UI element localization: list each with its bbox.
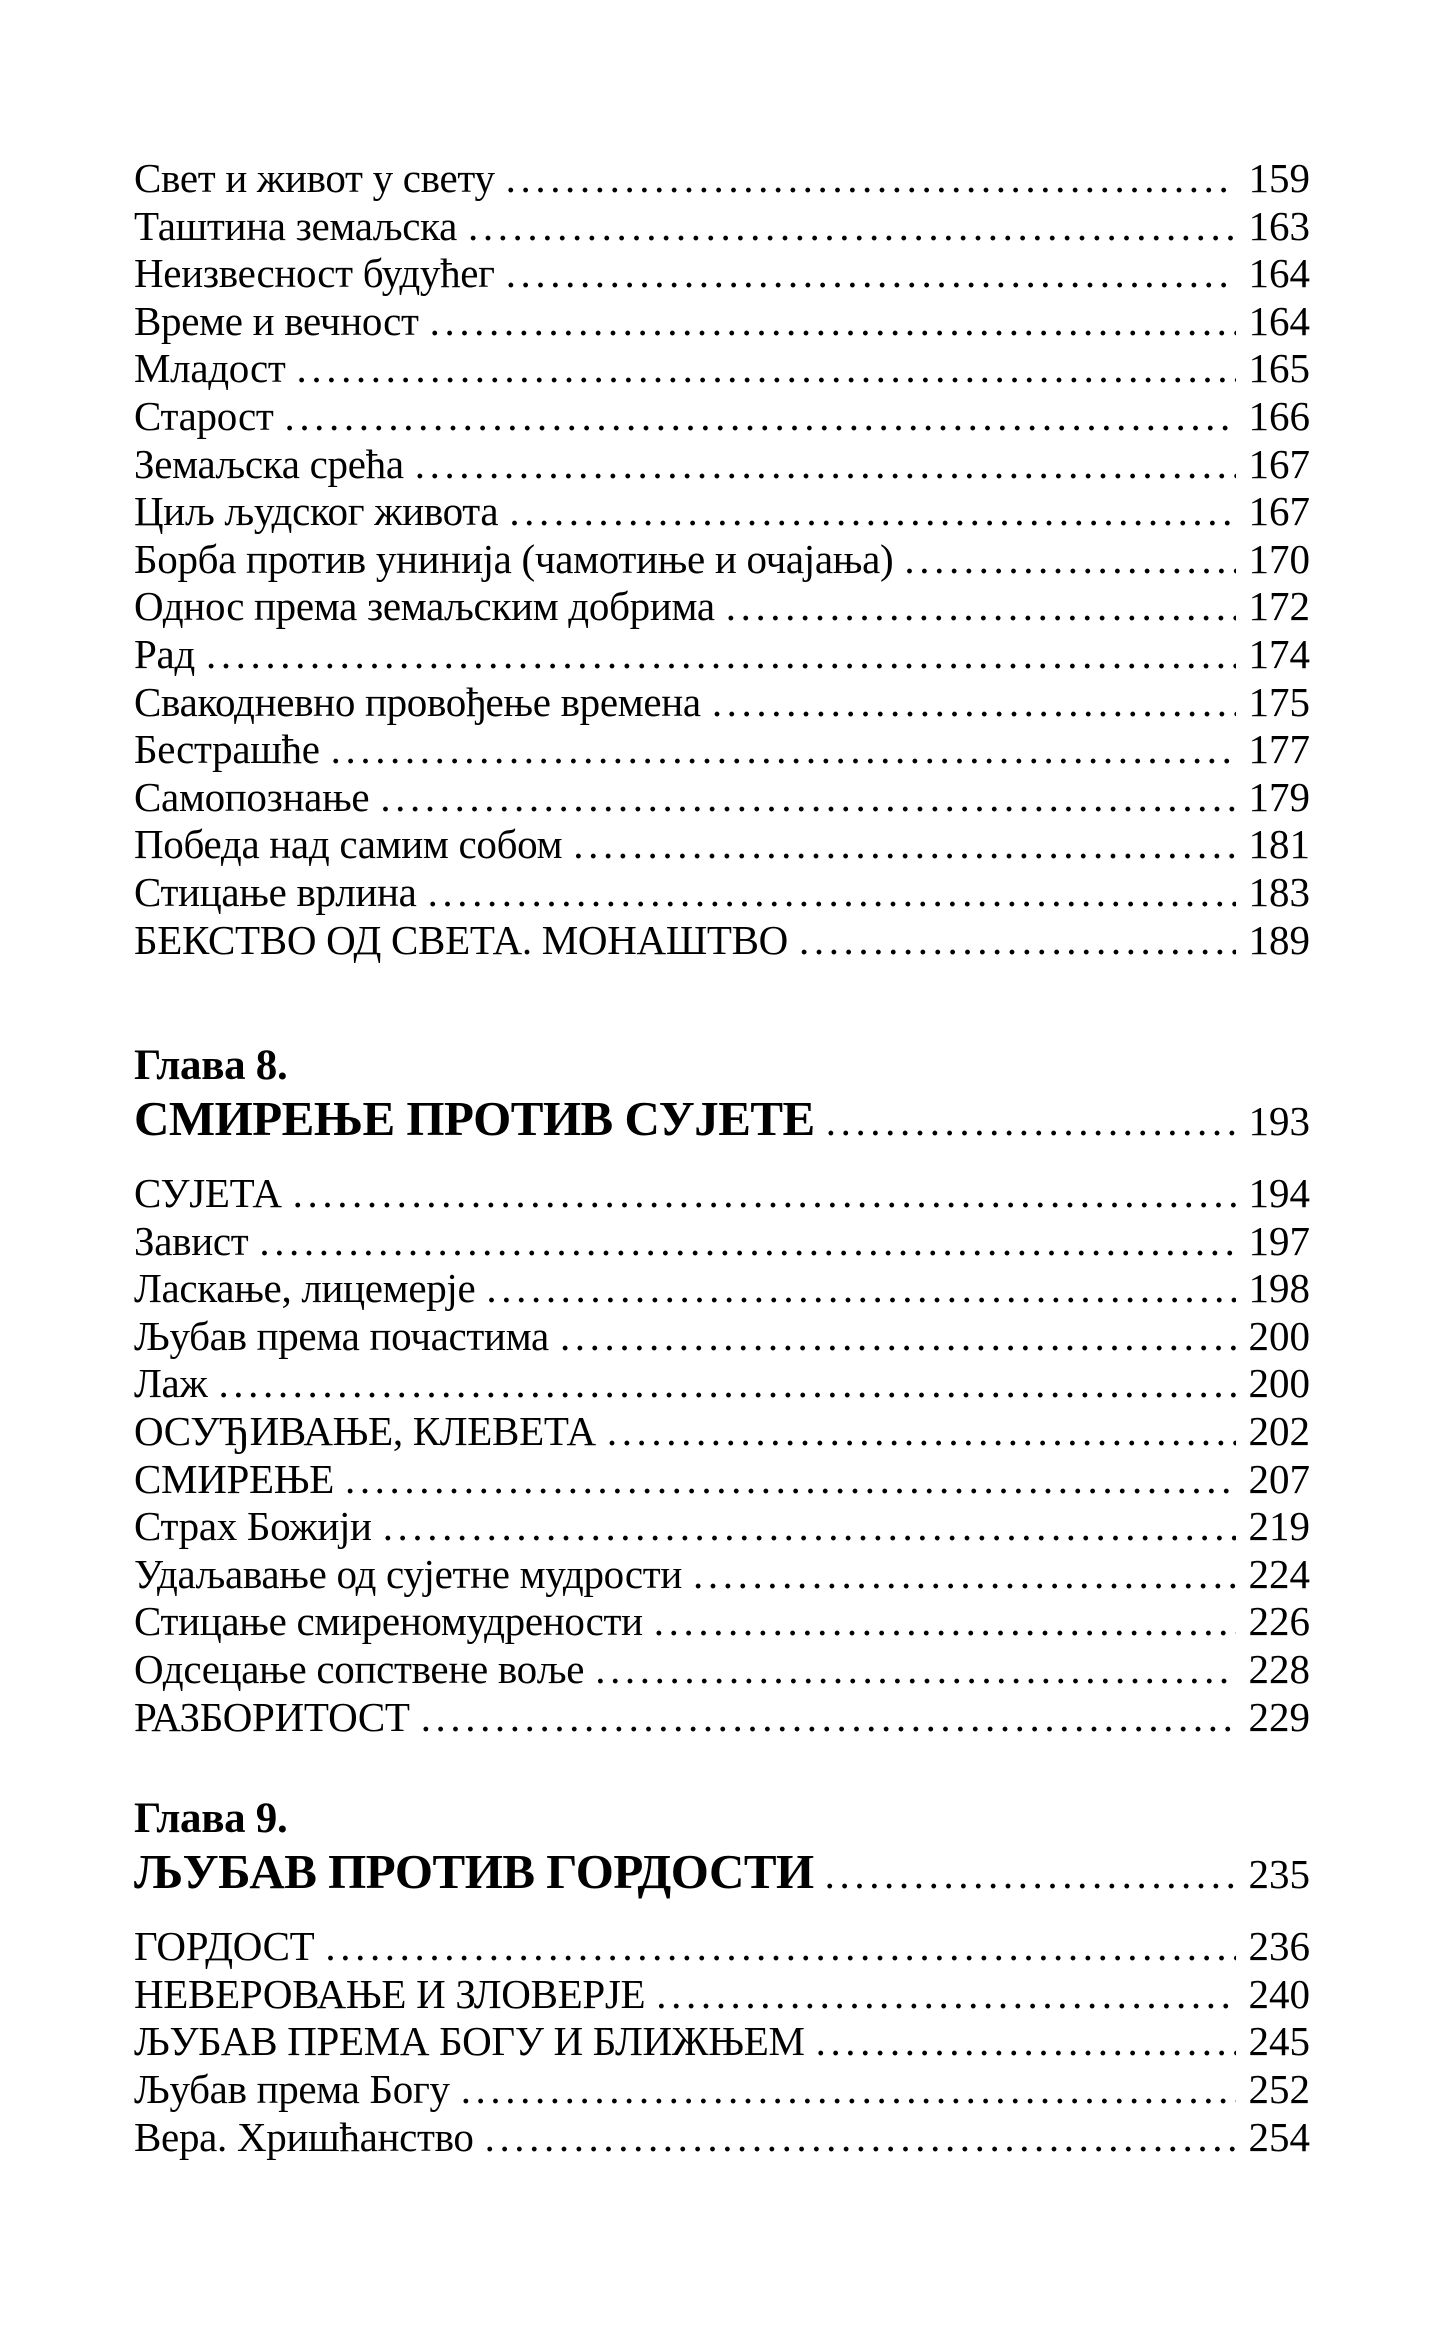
dot-leader [468, 203, 1310, 249]
toc-entry-page-number: 177 [1236, 726, 1311, 774]
toc-entry-page-number: 207 [1236, 1456, 1311, 1504]
toc-entry-page-number: 165 [1236, 345, 1311, 393]
toc-entry [134, 1971, 1310, 2019]
toc-entry-page-number: 197 [1236, 1218, 1311, 1266]
toc-entry-label: Вера. Хришћанство [134, 2113, 474, 2160]
toc-entry-page-number: 183 [1236, 869, 1311, 917]
chapter-title: ЉУБАВ ПРОТИВ ГОРДОСТИ [134, 1845, 814, 1900]
toc-entry [134, 393, 1310, 441]
toc-entry [134, 1923, 1310, 1971]
dot-leader [421, 1694, 1310, 1740]
toc-entry-page-number: 240 [1236, 1971, 1311, 2019]
toc-entry-label: Победа над самим собом [134, 821, 563, 868]
toc-entry [134, 2114, 1310, 2162]
toc-entry-label: Стицање врлина [134, 868, 417, 915]
dot-leader [560, 1313, 1310, 1359]
dot-leader [428, 869, 1310, 915]
toc-section [134, 155, 1310, 964]
toc-entry-label: Време и вечност [134, 297, 419, 344]
toc-entry-label: Љубав према почастима [134, 1312, 549, 1359]
toc-entry-page-number: 164 [1236, 250, 1311, 298]
toc-entry [134, 1456, 1310, 1504]
toc-entry [134, 679, 1310, 727]
toc-entry-label: Одсецање сопствене воље [134, 1646, 585, 1693]
toc-entry [134, 441, 1310, 489]
toc-entry-page-number: 226 [1236, 1598, 1311, 1646]
toc-entry-page-number: 194 [1236, 1170, 1311, 1218]
toc-entry [134, 298, 1310, 346]
toc-entry-label: ОСУЂИВАЊЕ, КЛЕВЕТА [134, 1408, 596, 1455]
dot-leader [325, 1923, 1310, 1969]
dot-leader [284, 393, 1310, 439]
toc-entry-label: Страх Божији [134, 1503, 372, 1550]
toc-entry-label: Борба против унинија (чамотиње и очајања) [134, 535, 894, 582]
toc-entry-page-number: 236 [1236, 1923, 1311, 1971]
toc-entry-label: Циљ људског живота [134, 488, 499, 535]
toc-entry-page-number: 172 [1236, 583, 1311, 631]
toc-entry-label: Младост [134, 345, 286, 392]
toc-entry-list [134, 1923, 1310, 2161]
toc-entry-label: ЉУБАВ ПРЕМА БОГУ И БЛИЖЊЕМ [134, 2018, 805, 2065]
toc-entry-label: Бестрашће [134, 726, 320, 773]
toc-entry-page-number: 245 [1236, 2018, 1311, 2066]
chapter-title-row [134, 1845, 1310, 1899]
dot-leader [693, 1551, 1310, 1597]
chapter-page-number: 235 [1236, 1847, 1311, 1899]
toc-entry-page-number: 170 [1236, 536, 1311, 584]
toc-entry-page-number: 166 [1236, 393, 1311, 441]
dot-leader [331, 726, 1310, 772]
toc-entry [134, 345, 1310, 393]
toc-entry [134, 631, 1310, 679]
toc-entry-page-number: 174 [1236, 631, 1311, 679]
toc-entry [134, 2066, 1310, 2114]
dot-leader [712, 679, 1310, 725]
toc-entry-page-number: 181 [1236, 821, 1311, 869]
toc-entry-page-number: 175 [1236, 679, 1311, 727]
dot-leader [461, 2066, 1310, 2112]
dot-leader [293, 1170, 1310, 1216]
dot-leader [297, 345, 1310, 391]
toc-entry [134, 774, 1310, 822]
toc-entry-label: Самопознање [134, 773, 370, 820]
toc-entry-list [134, 1170, 1310, 1741]
toc-entry-label: Однос према земаљским добрима [134, 583, 715, 630]
toc-entry-page-number: 200 [1236, 1360, 1311, 1408]
toc-entry [134, 536, 1310, 584]
toc-entry-label: НЕВЕРОВАЊЕ И ЗЛОВЕРЈЕ [134, 1970, 646, 2017]
toc-entry-label: БЕКСТВО ОД СВЕТА. МОНАШТВО [134, 916, 788, 963]
chapter-label: Глава 8. [134, 1042, 288, 1090]
dot-leader [726, 583, 1310, 629]
chapter-page-number: 193 [1236, 1094, 1311, 1146]
toc-entry [134, 1170, 1310, 1218]
toc-entry-page-number: 189 [1236, 917, 1311, 965]
toc-entry-label: РАЗБОРИТОСТ [134, 1693, 410, 1740]
toc-entry-page-number: 167 [1236, 488, 1311, 536]
dot-leader [485, 2114, 1310, 2160]
toc-entry [134, 488, 1310, 536]
toc-entry-page-number: 254 [1236, 2114, 1311, 2162]
toc-entry [134, 1408, 1310, 1456]
toc-entry-page-number: 219 [1236, 1503, 1311, 1551]
dot-leader [383, 1503, 1310, 1549]
chapter-title-row [134, 1092, 1310, 1146]
toc-entry [134, 1360, 1310, 1408]
toc-entry-label: СМИРЕЊЕ [134, 1455, 334, 1502]
toc-entry-label: Неизвесност будућег [134, 250, 495, 297]
toc-entry-label: Удаљавање од сујетне мудрости [134, 1550, 683, 1597]
dot-leader [656, 1971, 1310, 2017]
toc-entry-list [134, 155, 1310, 964]
dot-leader [799, 917, 1310, 963]
toc-entry-page-number: 228 [1236, 1646, 1311, 1694]
toc-entry [134, 250, 1310, 298]
toc-entry [134, 1503, 1310, 1551]
dot-leader [573, 821, 1310, 867]
dot-leader [595, 1646, 1310, 1692]
toc-entry [134, 2018, 1310, 2066]
toc-entry-label: ГОРДОСТ [134, 1923, 315, 1970]
dot-leader [654, 1598, 1310, 1644]
toc-section [134, 1793, 1310, 2161]
toc-entry [134, 1694, 1310, 1742]
toc-entry-label: Свакодневно провођење времена [134, 678, 701, 725]
toc-entry [134, 1598, 1310, 1646]
toc-entry [134, 1265, 1310, 1313]
dot-leader [506, 250, 1310, 296]
toc-section [134, 1040, 1310, 1741]
toc-entry-label: Таштина земаљска [134, 202, 457, 249]
toc-entry-page-number: 200 [1236, 1313, 1311, 1361]
toc-entry [134, 869, 1310, 917]
toc-entry-page-number: 224 [1236, 1551, 1311, 1599]
toc-entry-page-number: 159 [1236, 155, 1311, 203]
toc-entry-label: Старост [134, 392, 274, 439]
toc-entry [134, 1646, 1310, 1694]
dot-leader [607, 1408, 1310, 1454]
dot-leader [345, 1456, 1310, 1502]
toc-entry-page-number: 202 [1236, 1408, 1311, 1456]
chapter-label: Глава 9. [134, 1795, 288, 1843]
toc-entry-label: Ласкање, лицемерје [134, 1265, 476, 1312]
toc-entry-label: Лаж [134, 1360, 208, 1407]
dot-leader [206, 631, 1310, 677]
toc-entry-label: Стицање смиреномудрености [134, 1598, 643, 1645]
toc-entry-page-number: 163 [1236, 203, 1311, 251]
toc-entry [134, 583, 1310, 631]
toc-entry [134, 155, 1310, 203]
toc-entry [134, 726, 1310, 774]
dot-leader [380, 774, 1310, 820]
toc-entry [134, 821, 1310, 869]
toc-entry-page-number: 164 [1236, 298, 1311, 346]
dot-leader [415, 441, 1310, 487]
dot-leader [509, 488, 1310, 534]
dot-leader [218, 1360, 1310, 1406]
toc-entry-page-number: 229 [1236, 1694, 1311, 1742]
toc-entry-label: Рад [134, 630, 195, 677]
toc-entry-page-number: 198 [1236, 1265, 1311, 1313]
toc-entry-page-number: 252 [1236, 2066, 1311, 2114]
chapter-title: СМИРЕЊЕ ПРОТИВ СУЈЕТЕ [134, 1092, 815, 1147]
dot-leader [486, 1265, 1310, 1311]
toc-entry [134, 1551, 1310, 1599]
toc-entry-label: СУЈЕТА [134, 1170, 282, 1217]
dot-leader [259, 1218, 1310, 1264]
toc-entry-label: Земаљска срећа [134, 440, 404, 487]
dot-leader [430, 298, 1310, 344]
table-of-contents [134, 155, 1310, 2161]
toc-entry-label: Завист [134, 1217, 249, 1264]
toc-entry [134, 203, 1310, 251]
toc-entry-page-number: 167 [1236, 441, 1311, 489]
toc-entry [134, 917, 1310, 965]
toc-entry [134, 1218, 1310, 1266]
toc-entry-label: Љубав према Богу [134, 2066, 450, 2112]
dot-leader [506, 155, 1310, 201]
toc-entry-label: Свет и живот у свету [134, 155, 495, 201]
toc-entry [134, 1313, 1310, 1361]
toc-entry-page-number: 179 [1236, 774, 1311, 822]
